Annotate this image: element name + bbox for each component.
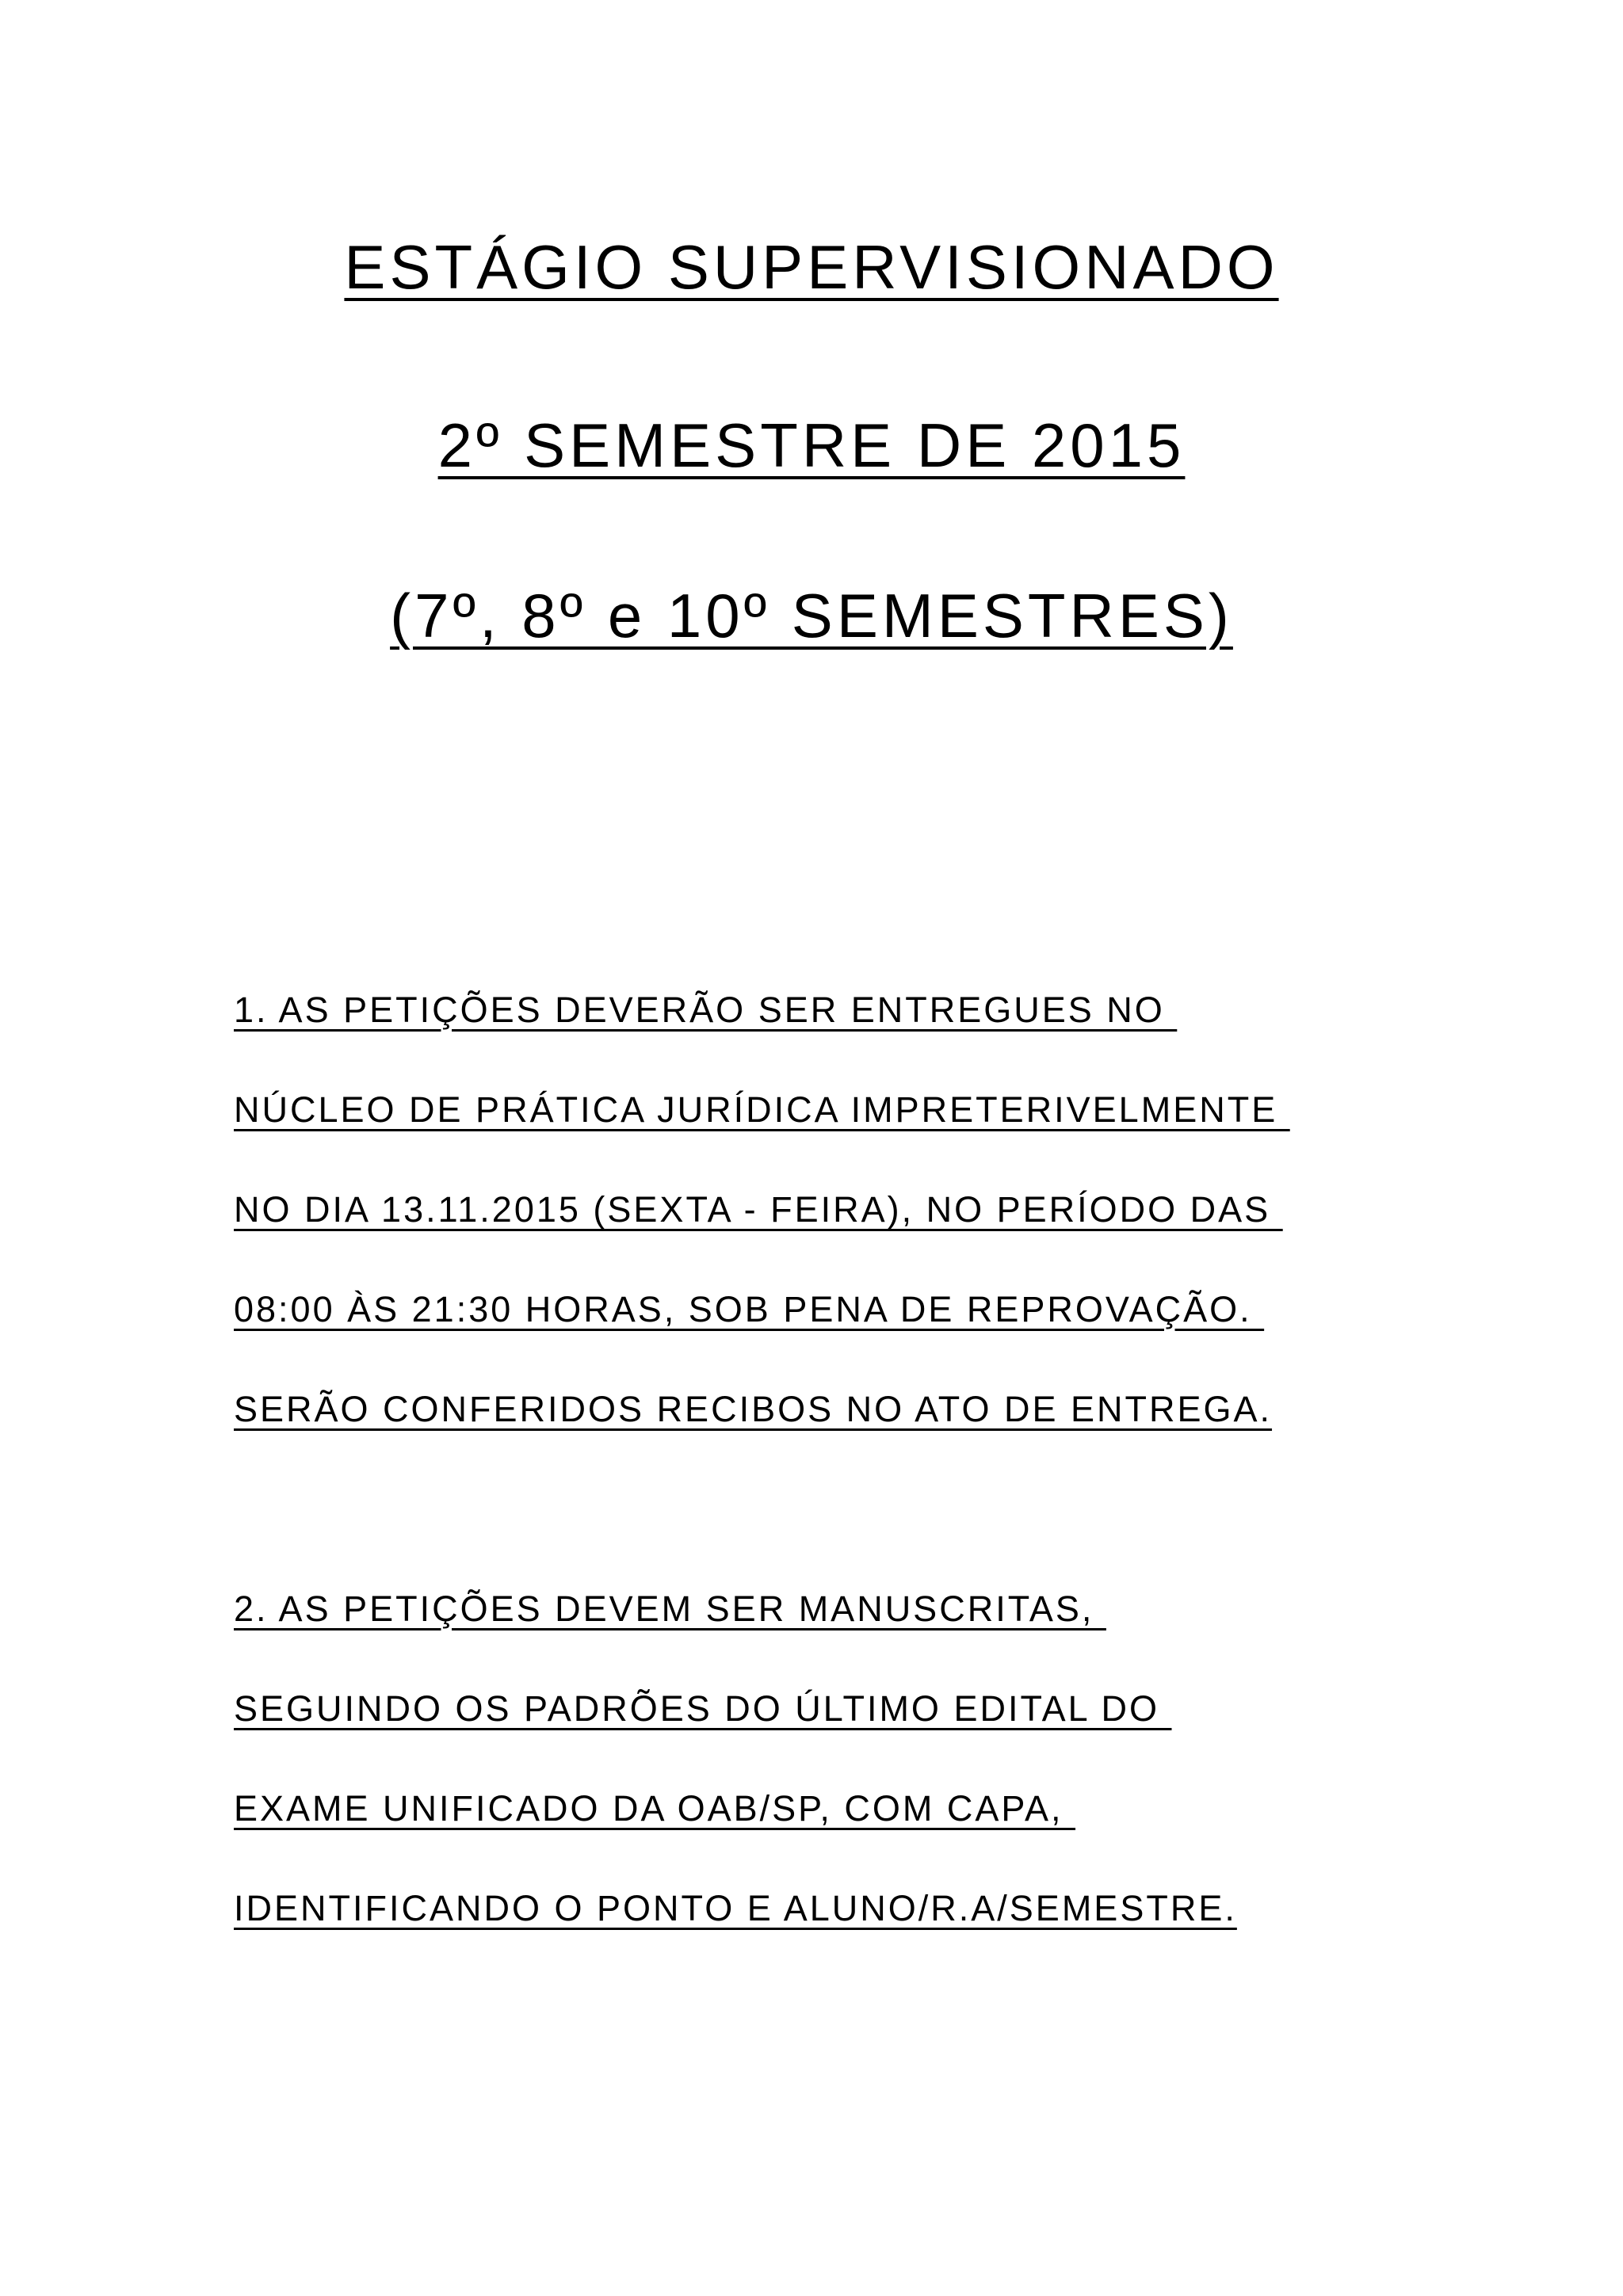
item-2-line: IDENTIFICANDO O PONTO E ALUNO/R.A/SEMESTRE. — [234, 1888, 1237, 1928]
item-1-line: NÚCLEO DE PRÁTICA JURÍDICA IMPRETERIVELMENTE — [234, 1089, 1290, 1130]
document-title: ESTÁGIO SUPERVISIONADO — [344, 232, 1279, 302]
document-semesters-line: (7º, 8º e 10º SEMESTRES) — [390, 581, 1233, 650]
item-2-line: SEGUINDO OS PADRÕES DO ÚLTIMO EDITAL DO — [234, 1688, 1172, 1729]
item-1-line: NO DIA 13.11.2015 (SEXTA - FEIRA), NO PERÍODO DAS — [234, 1189, 1283, 1230]
item-2-line: EXAME UNIFICADO DA OAB/SP, COM CAPA, — [234, 1788, 1076, 1829]
item-1-line: 1. AS PETIÇÕES DEVERÃO SER ENTREGUES NO — [234, 990, 1178, 1030]
item-1-line: SERÃO CONFERIDOS RECIBOS NO ATO DE ENTREGA. — [234, 1389, 1273, 1429]
item-2-line: 2. AS PETIÇÕES DEVEM SER MANUSCRITAS, — [234, 1589, 1106, 1629]
document-subtitle: 2º SEMESTRE DE 2015 — [437, 410, 1186, 480]
item-1-line: 08:00 ÀS 21:30 HORAS, SOB PENA DE REPROVAÇÃO. — [234, 1289, 1265, 1329]
